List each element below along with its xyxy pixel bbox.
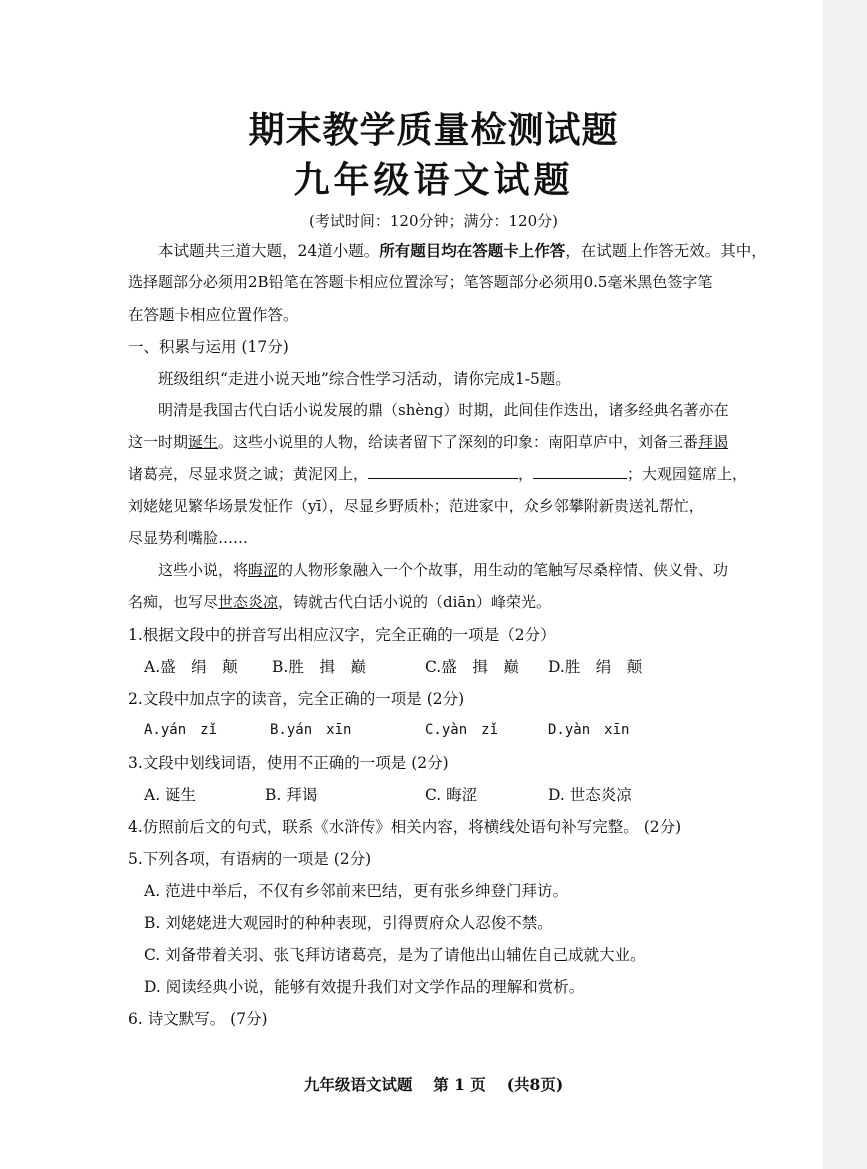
passage-line-3: 诸葛亮，尽显求贤之诚；黄泥冈上， ， ；大观园筵席上， — [128, 465, 748, 483]
question-2-option-a[interactable]: A.yán zǐ — [144, 722, 218, 738]
question-4-stem: 4.仿照前后文的句式，联系《水浒传》相关内容，将横线处语句补写完整。 (2分) — [128, 818, 682, 836]
question-2-option-c[interactable]: C.yàn zǐ — [425, 722, 499, 738]
section-heading: 一、积累与运用 (17分) — [128, 338, 289, 356]
passage-line-2: 这一时期诞生。这些小说里的人物，给读者留下了深刻的印象：南阳草庐中，刘备三番拜谒 — [128, 433, 729, 451]
question-2-stem: 2.文段中加点字的读音，完全正确的一项是 (2分) — [128, 690, 465, 708]
question-5-option-d[interactable]: D. 阅读经典小说，能够有效提升我们对文学作品的理解和赏析。 — [144, 978, 585, 996]
exam-info: (考试时间：120分钟；满分：120分) — [309, 212, 558, 230]
activity-intro: 班级组织“走进小说天地”综合性学习活动，请你完成1-5题。 — [158, 370, 571, 388]
question-3-option-a[interactable]: A. 诞生 — [144, 786, 197, 804]
question-3-option-c[interactable]: C. 晦涩 — [425, 786, 478, 804]
answer-blank-1[interactable] — [368, 464, 518, 479]
answer-blank-2[interactable] — [533, 464, 627, 479]
exam-subtitle: 九年级语文试题 — [293, 159, 574, 201]
question-1-option-c[interactable]: C.盛 揖 巅 — [425, 658, 519, 676]
passage-line-1: 明清是我国古代白话小说发展的鼎（shèng）时期，此间佳作迭出，诸多经典名著亦在 — [158, 401, 729, 419]
question-5-stem: 5.下列各项，有语病的一项是 (2分) — [128, 850, 372, 868]
question-1-option-a[interactable]: A.盛 绢 颠 — [144, 658, 238, 676]
passage-line-4: 刘姥姥见繁华场景发怔作（yī），尽显乡野质朴；范进家中，众乡邻攀附新贵送礼帮忙， — [128, 497, 704, 515]
exam-title: 期末教学质量检测试题 — [248, 109, 619, 151]
question-2-option-d[interactable]: D.yàn xīn — [548, 722, 630, 738]
question-3-option-b[interactable]: B. 拜谒 — [265, 786, 318, 804]
question-5-option-c[interactable]: C. 刘备带着关羽、张飞拜访诸葛亮，是为了请他出山辅佐自己成就大业。 — [144, 946, 646, 964]
question-1-stem: 1.根据文段中的拼音写出相应汉字，完全正确的一项是（2分） — [128, 626, 556, 644]
instructions-line-2: 选择题部分必须用2B铅笔在答题卡相应位置涂写；笔答题部分必须用0.5毫米黑色签字笔 — [128, 273, 713, 291]
instructions-line-1: 本试题共三道大题，24道小题。所有题目均在答题卡上作答，在试题上作答无效。其中， — [158, 241, 767, 260]
question-1-option-b[interactable]: B.胜 揖 巅 — [272, 658, 366, 676]
page-footer: 九年级语文试题 第 1 页 (共8页) — [303, 1075, 564, 1094]
question-2-option-b[interactable]: B.yán xīn — [270, 722, 352, 738]
question-3-option-d[interactable]: D. 世态炎凉 — [548, 786, 632, 804]
passage-line-5: 尽显势利嘴脸…… — [128, 529, 249, 547]
question-5-option-b[interactable]: B. 刘姥姥进大观园时的种种表现，引得贾府众人忍俊不禁。 — [144, 914, 553, 932]
question-6-stem: 6. 诗文默写。 (7分) — [128, 1010, 268, 1028]
passage-line-7: 名痴，也写尽世态炎凉，铸就古代白话小说的（diān）峰荣光。 — [128, 593, 552, 611]
question-5-option-a[interactable]: A. 范进中举后，不仅有乡邻前来巴结，更有张乡绅登门拜访。 — [144, 882, 569, 900]
question-3-stem: 3.文段中划线词语，使用不正确的一项是 (2分) — [128, 754, 449, 772]
question-1-option-d[interactable]: D.胜 绢 颠 — [548, 658, 643, 676]
instructions-line-3: 在答题卡相应位置作答。 — [128, 306, 299, 324]
passage-line-6: 这些小说，将晦涩的人物形象融入一个个故事，用生动的笔触写尽桑梓情、侠义骨、功 — [158, 561, 729, 579]
